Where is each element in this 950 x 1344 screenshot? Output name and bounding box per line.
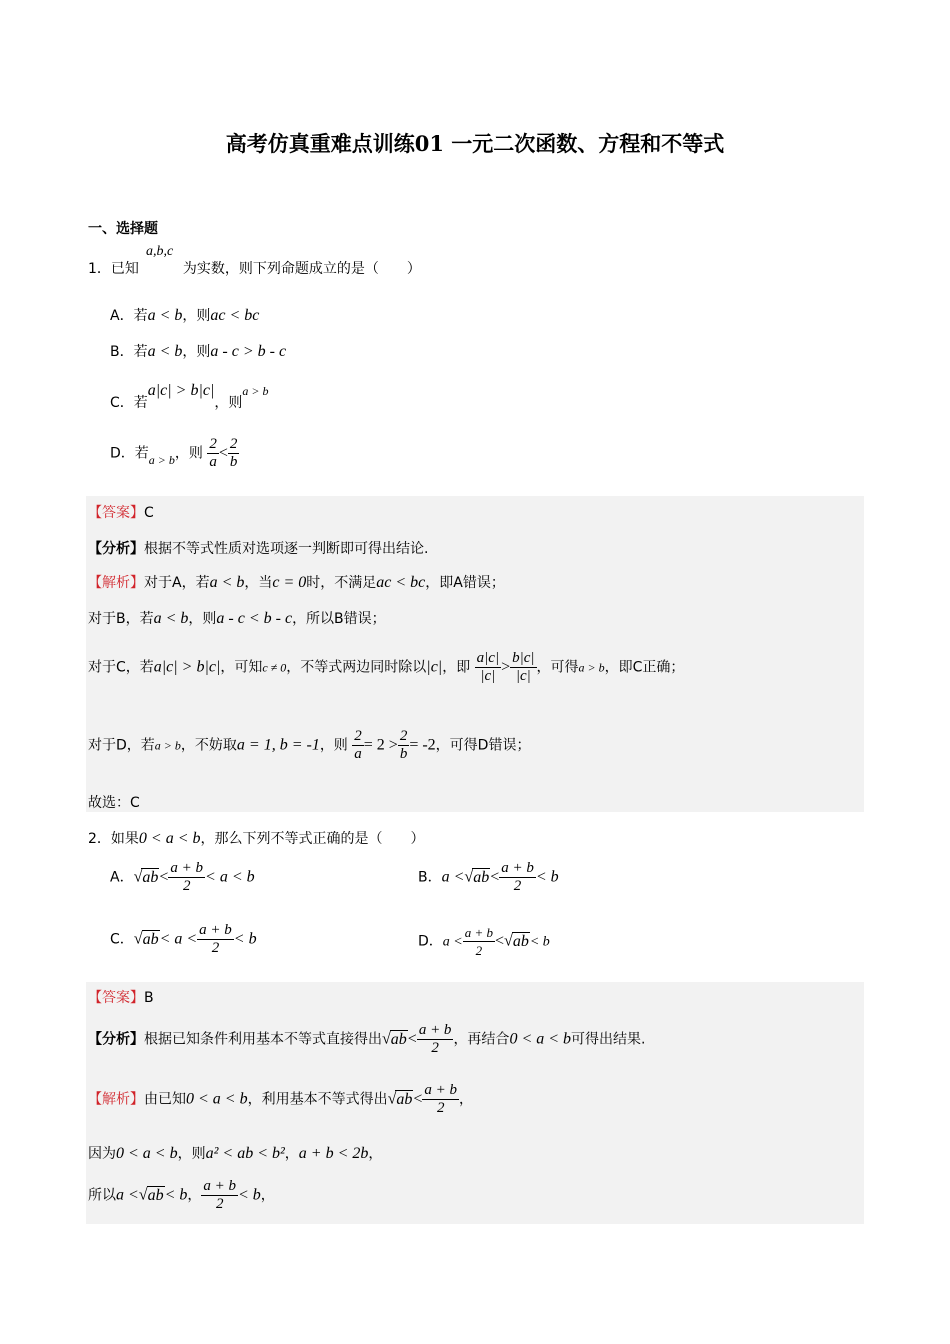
q2-option-b: B．a <√ab< $\frac{a + b}{2}$ < b [418, 860, 559, 894]
q1-analysis: 【分析】根据不等式性质对选项逐一判断即可得出结论. [88, 541, 429, 557]
q2-option-d: D．a < $\frac{a + b}{2}$ <√ab< b [418, 925, 550, 958]
q2-solution-line-2: 因为0 < a < b，则a² < ab < b²，a + b < 2b， [88, 1145, 383, 1162]
q1-answer: 【答案】C [88, 505, 154, 521]
section-heading: 一、选择题 [88, 221, 158, 237]
q2-answer: 【答案】B [88, 990, 154, 1006]
q2-option-a: A．√ab< $\frac{a + b}{2}$ < a < b [110, 860, 255, 894]
q1-option-b: B．若a < b，则a - c > b - c [110, 343, 287, 360]
q1-option-c: C．若a|c| > b|c|，则a > b [110, 382, 269, 411]
q2-option-c: C．√ab< a < $\frac{a + b}{2}$ < b [110, 922, 257, 956]
q1-number: 1．已知 [88, 261, 139, 277]
q2-stem: 2．如果0 < a < b，那么下列不等式正确的是（ ） [88, 830, 425, 847]
q1-solution-line-5: 故选：C [88, 795, 140, 811]
q1-stem-text: 为实数，则下列命题成立的是（ ） [182, 261, 421, 277]
q2-solution-line-3: 所以a <√ab< b， $\frac{a + b}{2}$ < b， [88, 1178, 275, 1212]
q1-option-d: D．若a > b，则 $\frac{2}{a}$ < $\frac{2}{b}$ [110, 436, 238, 470]
q1-option-a: A．若a < b，则ac < bc [110, 307, 260, 324]
page-title: 高考仿真重难点训练01 一元二次函数、方程和不等式 [225, 131, 725, 156]
q1-stem [88, 258, 421, 278]
q1-solution-line-1: 【解析】对于A，若a < b，当c = 0时，不满足ac < bc，即A错误； [88, 574, 505, 591]
q2-solution-line-1: 【解析】由已知0 < a < b，利用基本不等式得出√ab< $\frac{a + b}{2}$ ， [88, 1082, 474, 1116]
q1-variables: a,b,c [146, 244, 174, 259]
q1-solution-line-4: 对于D，若a > b，不妨取a = 1, b = -1，则 $\frac{2}{a}$ = 2 > $\frac{2}{b}$ = -2，可得D错误； [88, 728, 531, 762]
q1-solution-line-2: 对于B，若a < b，则a - c < b - c，所以B错误； [88, 610, 386, 627]
q1-solution-line-3: 对于C，若a|c| > b|c|，可知c ≠ 0，不等式两边同时除以|c|，即 $\frac{a|c|}{|c|}$ > $\frac{b|c|}{|c|}$ ，可得a > b，即C正确； [88, 650, 685, 684]
q2-analysis: 【分析】根据已知条件利用基本不等式直接得出√ab< $\frac{a + b}{2}$ ，再结合0 < a < b可得出结果. [88, 1022, 646, 1056]
